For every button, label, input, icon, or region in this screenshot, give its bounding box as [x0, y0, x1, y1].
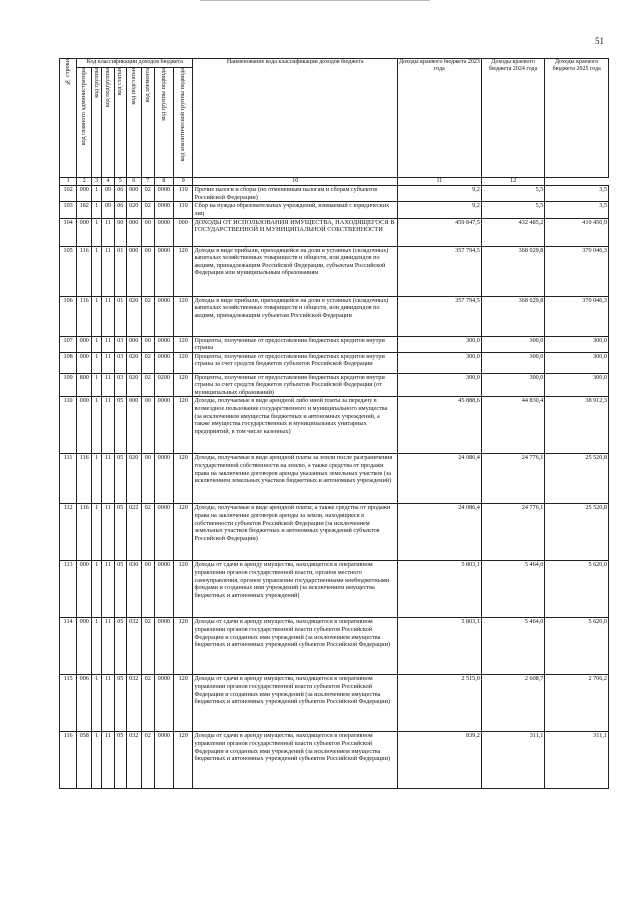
revenue-amount-cell: 9,2 [397, 202, 481, 218]
code-cell: 000 [174, 218, 193, 246]
row-number-cell: 109 [60, 373, 77, 397]
column-number: 2 [77, 178, 92, 186]
revenue-amount-cell: 5 464,0 [481, 618, 545, 675]
code-cell: 11 [101, 454, 114, 504]
revenue-amount-cell: 5,5 [481, 202, 545, 218]
revenue-amount-cell: 3,5 [545, 202, 609, 218]
code-cell: 800 [77, 373, 92, 397]
code-cell: 182 [77, 202, 92, 218]
revenue-amount-cell: 357 794,5 [397, 246, 481, 296]
code-cell: 05 [114, 732, 126, 789]
code-cell: 02 [141, 504, 154, 561]
revenue-amount-cell: 24 086,4 [397, 454, 481, 504]
code-cell: 000 [126, 186, 141, 202]
code-cell: 02 [141, 352, 154, 373]
revenue-amount-cell: 370 046,3 [545, 246, 609, 296]
code-cell: 11 [101, 675, 114, 732]
code-cell: 020 [126, 202, 141, 218]
row-number-cell: 116 [60, 732, 77, 789]
revenue-name-cell: Проценты, полученные от предоставления бюджетных кредитов внутри страны [193, 336, 398, 352]
code-cell: 1 [92, 618, 102, 675]
code-cell: 00 [141, 246, 154, 296]
revenue-amount-cell: 9,2 [397, 186, 481, 202]
code-cell: 11 [101, 218, 114, 246]
revenue-amount-cell: 300,0 [397, 336, 481, 352]
code-cell: 120 [174, 675, 193, 732]
revenue-amount-cell: 311,1 [481, 732, 545, 789]
table-row [60, 218, 609, 246]
code-cell: 00 [141, 218, 154, 246]
code-cell: 02 [141, 618, 154, 675]
revenue-amount-cell: 5 620,0 [545, 618, 609, 675]
revenue-amount-cell: 25 520,8 [545, 454, 609, 504]
row-number-cell: 103 [60, 202, 77, 218]
row-number-cell: 106 [60, 296, 77, 336]
code-cell: 1 [92, 202, 102, 218]
revenue-amount-cell: 24 086,4 [397, 504, 481, 561]
code-cell: 000 [126, 246, 141, 296]
column-number: 5 [114, 178, 126, 186]
code-cell: 032 [126, 732, 141, 789]
code-cell: 110 [174, 202, 193, 218]
revenue-amount-cell: 5 464,0 [481, 561, 545, 618]
code-cell: 000 [126, 336, 141, 352]
code-cell: 00 [141, 397, 154, 454]
row-number-cell: 102 [60, 186, 77, 202]
revenue-amount-cell: 368 029,8 [481, 246, 545, 296]
revenue-amount-cell: 300,0 [397, 352, 481, 373]
column-number: 6 [126, 178, 141, 186]
code-cell: 02 [141, 675, 154, 732]
revenue-name-cell: Доходы от сдачи в аренду имущества, находящегося в оперативном управлении органов государственной власти субъектов Российской Федерации и созданных ими учреждений (за исключением имущества бюджетных и автономных учреждений субъектов Российской Федерации) [193, 675, 398, 732]
code-cell: 0000 [154, 352, 173, 373]
code-cell: 05 [114, 397, 126, 454]
revenue-name-cell: Доходы в виде прибыли, приходящейся на доли в уставных (складочных) капиталах хозяйственных товариществ и обществ, или дивидендов по акциям, принадлежащим субъектам Российской Федерации [193, 296, 398, 336]
revenue-amount-cell: 2 706,2 [545, 675, 609, 732]
row-number-cell: 107 [60, 336, 77, 352]
code-cell: 05 [114, 618, 126, 675]
row-number-cell: 114 [60, 618, 77, 675]
code-column-header: код аналитической группы подвида [174, 68, 193, 178]
revenue-name-cell: Доходы, получаемые в виде арендной платы за земли после разграничения государственной собственности на землю, а также средства от продажи права на заключение договоров аренды указанных земельных участков (за исключением земельных участков бюджетных и автономных учреждений) [193, 454, 398, 504]
code-cell: 02 [141, 373, 154, 397]
code-cell: 00 [114, 218, 126, 246]
code-cell: 000 [77, 186, 92, 202]
code-cell: 03 [114, 352, 126, 373]
column-number: 10 [193, 178, 398, 186]
code-cell: 0000 [154, 732, 173, 789]
row-number-cell: 111 [60, 454, 77, 504]
code-cell: 05 [114, 454, 126, 504]
code-cell: 000 [77, 618, 92, 675]
table-row [60, 397, 609, 454]
code-cell: 06 [114, 202, 126, 218]
code-cell: 02 [141, 202, 154, 218]
code-cell: 000 [126, 218, 141, 246]
code-cell: 00 [141, 561, 154, 618]
revenue-name-cell: Доходы от сдачи в аренду имущества, находящегося в оперативном управлении органов государственной власти субъектов Российской Федерации и созданных ими учреждений (за исключением имущества бюджетных и автономных учреждений субъектов Российской Федерации) [193, 732, 398, 789]
revenue-amount-cell: 2 608,7 [481, 675, 545, 732]
row-number-cell: 110 [60, 397, 77, 454]
revenue-amount-cell: 432 485,2 [481, 218, 545, 246]
code-cell: 120 [174, 504, 193, 561]
code-cell: 11 [101, 561, 114, 618]
row-number-cell: 104 [60, 218, 77, 246]
code-cell: 120 [174, 373, 193, 397]
code-cell: 11 [101, 352, 114, 373]
revenue-amount-cell: 311,1 [545, 732, 609, 789]
code-cell: 032 [126, 618, 141, 675]
code-cell: 02 [141, 186, 154, 202]
code-cell: 0000 [154, 561, 173, 618]
code-column-header: код подгруппы [101, 68, 114, 178]
revenue-classification-table [59, 58, 609, 789]
revenue-amount-cell: 357 794,5 [397, 296, 481, 336]
revenue-amount-cell: 2 515,0 [397, 675, 481, 732]
code-cell: 1 [92, 336, 102, 352]
code-cell: 120 [174, 246, 193, 296]
code-cell: 116 [77, 296, 92, 336]
code-column-header: код элемента [141, 68, 154, 178]
code-column-header: код главного администратора [77, 68, 92, 178]
code-cell: 1 [92, 296, 102, 336]
code-cell: 000 [77, 561, 92, 618]
revenue-amount-cell: 5 803,1 [397, 618, 481, 675]
code-cell: 022 [126, 504, 141, 561]
row-number-header: № строки [60, 59, 77, 178]
code-cell: 0000 [154, 202, 173, 218]
revenue-amount-cell: 38 912,3 [545, 397, 609, 454]
code-cell: 000 [126, 397, 141, 454]
code-cell: 00 [141, 454, 154, 504]
code-cell: 1 [92, 732, 102, 789]
revenue-amount-cell: 410 450,9 [545, 218, 609, 246]
revenue-amount-cell: 5 620,0 [545, 561, 609, 618]
code-cell: 1 [92, 352, 102, 373]
code-cell: 0000 [154, 397, 173, 454]
revenue-amount-cell: 300,0 [545, 373, 609, 397]
code-cell: 0000 [154, 218, 173, 246]
code-cell: 1 [92, 218, 102, 246]
code-cell: 120 [174, 336, 193, 352]
revenue-amount-cell: 24 776,1 [481, 504, 545, 561]
revenue-amount-cell: 300,0 [481, 336, 545, 352]
code-column-header: код подстатьи [126, 68, 141, 178]
code-cell: 006 [77, 675, 92, 732]
code-cell: 1 [92, 504, 102, 561]
code-column-header: код статьи [114, 68, 126, 178]
code-cell: 11 [101, 504, 114, 561]
revenue-name-cell: Доходы в виде прибыли, приходящейся на доли в уставных (складочных) капиталах хозяйственных товариществ и обществ, или дивидендов по акциям, принадлежащим Российской Федерации, субъектам Российской Федерации или муниципальным образованиям [193, 246, 398, 296]
column-number: 12 [481, 178, 545, 186]
code-cell: 1 [92, 373, 102, 397]
code-cell: 0000 [154, 186, 173, 202]
revenue-amount-cell: 300,0 [481, 373, 545, 397]
table-row [60, 618, 609, 675]
row-number-cell: 108 [60, 352, 77, 373]
column-number: 8 [154, 178, 173, 186]
revenue-name-cell: Прочие налоги и сборы (по отмененным налогам и сборам субъектов Российской Федерации) [193, 186, 398, 202]
table-row [60, 202, 609, 218]
code-cell: 11 [101, 373, 114, 397]
code-cell: 1 [92, 186, 102, 202]
revenue-amount-cell: 5,5 [481, 186, 545, 202]
code-cell: 020 [126, 296, 141, 336]
code-cell: 116 [77, 246, 92, 296]
code-cell: 05 [114, 561, 126, 618]
code-cell: 05 [114, 504, 126, 561]
revenue-amount-cell: 24 776,1 [481, 454, 545, 504]
name-column-header: Наименование кода классификации доходов бюджета [193, 59, 398, 178]
revenue-amount-cell: 368 029,8 [481, 296, 545, 336]
column-number-row [60, 178, 609, 186]
code-cell: 032 [126, 675, 141, 732]
revenue-amount-cell: 459 847,5 [397, 218, 481, 246]
code-cell: 000 [77, 352, 92, 373]
code-cell: 120 [174, 454, 193, 504]
scan-artifact-line [200, 0, 430, 5]
revenue-name-cell: Доходы, получаемые в виде арендной платы, а также средства от продажи права на заключение договоров аренды за земли, находящиеся в собственности субъектов Российской Федерации (за исключением земельных участков бюджетных и автономных учреждений субъектов Российской Федерации) [193, 504, 398, 561]
column-number: 9 [174, 178, 193, 186]
code-cell: 020 [126, 352, 141, 373]
table-row [60, 454, 609, 504]
revenue-amount-cell: 370 046,3 [545, 296, 609, 336]
code-cell: 120 [174, 561, 193, 618]
code-cell: 120 [174, 352, 193, 373]
code-cell: 020 [126, 454, 141, 504]
table-row [60, 336, 609, 352]
code-cell: 0000 [154, 618, 173, 675]
column-number: 1 [60, 178, 77, 186]
code-cell: 1 [92, 561, 102, 618]
code-cell: 11 [101, 296, 114, 336]
code-cell: 0200 [154, 373, 173, 397]
revenue-name-cell: Доходы от сдачи в аренду имущества, находящегося в оперативном управлении органов государственной власти субъектов Российской Федерации и созданных ими учреждений (за исключением имущества бюджетных и автономных учреждений субъектов Российской Федерации) [193, 618, 398, 675]
code-cell: 0000 [154, 296, 173, 336]
revenue-name-cell: Проценты, полученные от предоставления бюджетных кредитов внутри страны за счет средств бюджетов субъектов Российской Федерации (от муниципальных образований) [193, 373, 398, 397]
code-cell: 1 [92, 454, 102, 504]
code-cell: 01 [114, 296, 126, 336]
revenue-name-cell: Сбор на нужды образовательных учреждений, взимаемый с юридических лиц [193, 202, 398, 218]
code-cell: 020 [126, 373, 141, 397]
column-number: 3 [92, 178, 102, 186]
code-cell: 03 [114, 336, 126, 352]
column-number: 11 [397, 178, 481, 186]
code-cell: 000 [77, 218, 92, 246]
code-cell: 030 [126, 561, 141, 618]
table-row [60, 732, 609, 789]
code-cell: 09 [101, 202, 114, 218]
code-cell: 0000 [154, 336, 173, 352]
table-row [60, 504, 609, 561]
revenue-amount-cell: 45 888,6 [397, 397, 481, 454]
revenue-amount-cell: 3,5 [545, 186, 609, 202]
row-number-cell: 115 [60, 675, 77, 732]
code-cell: 0000 [154, 675, 173, 732]
code-cell: 000 [77, 336, 92, 352]
revenue-amount-cell: 300,0 [545, 352, 609, 373]
table-row [60, 296, 609, 336]
table-row [60, 373, 609, 397]
code-cell: 00 [141, 336, 154, 352]
code-cell: 02 [141, 732, 154, 789]
code-cell: 0000 [154, 454, 173, 504]
revenue-name-cell: Доходы от сдачи в аренду имущества, находящегося в оперативном управлении органов государственной власти, органов местного самоуправления, органов управления государственными внебюджетными фондами и созданных ими учреждений (за исключением имущества бюджетных и автономных учреждений) [193, 561, 398, 618]
code-cell: 1 [92, 246, 102, 296]
revenue-amount-cell: 300,0 [545, 336, 609, 352]
revenue-name-cell: Доходы, получаемые в виде арендной либо иной платы за передачу в возмездное пользование государственного и муниципального имущества (за исключением имущества бюджетных и автономных учреждений, а также имущества государственных и муниципальных унитарных предприятий, в том числе казенных) [193, 397, 398, 454]
column-number: 4 [101, 178, 114, 186]
code-cell: 06 [114, 186, 126, 202]
column-number: 7 [141, 178, 154, 186]
sum-2025-header: Доходы краевого бюджета 2025 года [545, 59, 609, 178]
code-cell: 0000 [154, 246, 173, 296]
code-cell: 1 [92, 675, 102, 732]
code-cell: 000 [77, 397, 92, 454]
sum-2023-header: Доходы краевого бюджета 2023 года [397, 59, 481, 178]
code-cell: 02 [141, 296, 154, 336]
code-cell: 120 [174, 397, 193, 454]
header-row-top [60, 59, 609, 68]
code-column-header: код группы подвида [154, 68, 173, 178]
table-row [60, 352, 609, 373]
code-cell: 01 [114, 246, 126, 296]
code-cell: 05 [114, 675, 126, 732]
revenue-amount-cell: 44 830,4 [481, 397, 545, 454]
revenue-name-cell: ДОХОДЫ ОТ ИСПОЛЬЗОВАНИЯ ИМУЩЕСТВА, НАХОДЯЩЕГОСЯ В ГОСУДАРСТВЕННОЙ И МУНИЦИПАЛЬНОЙ СОБСТВЕННОСТИ [193, 218, 398, 246]
code-cell: 11 [101, 618, 114, 675]
code-cell: 11 [101, 732, 114, 789]
code-cell: 058 [77, 732, 92, 789]
code-cell: 11 [101, 397, 114, 454]
code-cell: 120 [174, 296, 193, 336]
code-cell: 03 [114, 373, 126, 397]
code-cell: 09 [101, 186, 114, 202]
revenue-amount-cell: 300,0 [481, 352, 545, 373]
revenue-name-cell: Проценты, полученные от предоставления бюджетных кредитов внутри страны за счет средств бюджетов субъектов Российской Федерации [193, 352, 398, 373]
revenue-amount-cell: 300,0 [397, 373, 481, 397]
code-cell: 0000 [154, 504, 173, 561]
table-row [60, 675, 609, 732]
revenue-amount-cell: 5 803,1 [397, 561, 481, 618]
row-number-cell: 105 [60, 246, 77, 296]
row-number-cell: 113 [60, 561, 77, 618]
revenue-amount-cell: 839,2 [397, 732, 481, 789]
row-number-cell: 112 [60, 504, 77, 561]
code-cell: 110 [174, 186, 193, 202]
code-cell: 120 [174, 732, 193, 789]
classification-group-header: Код классификации доходов бюджета [77, 59, 193, 68]
code-column-header: код группы [92, 68, 102, 178]
sum-2024-header: Доходы краевого бюджета 2024 года [481, 59, 545, 178]
code-cell: 11 [101, 336, 114, 352]
table-row [60, 246, 609, 296]
table-row [60, 561, 609, 618]
page-number: 51 [595, 36, 604, 46]
table-row [60, 186, 609, 202]
revenue-amount-cell: 25 520,8 [545, 504, 609, 561]
code-cell: 120 [174, 618, 193, 675]
code-cell: 116 [77, 454, 92, 504]
code-cell: 116 [77, 504, 92, 561]
code-cell: 11 [101, 246, 114, 296]
table-body [60, 186, 609, 789]
code-cell: 1 [92, 397, 102, 454]
